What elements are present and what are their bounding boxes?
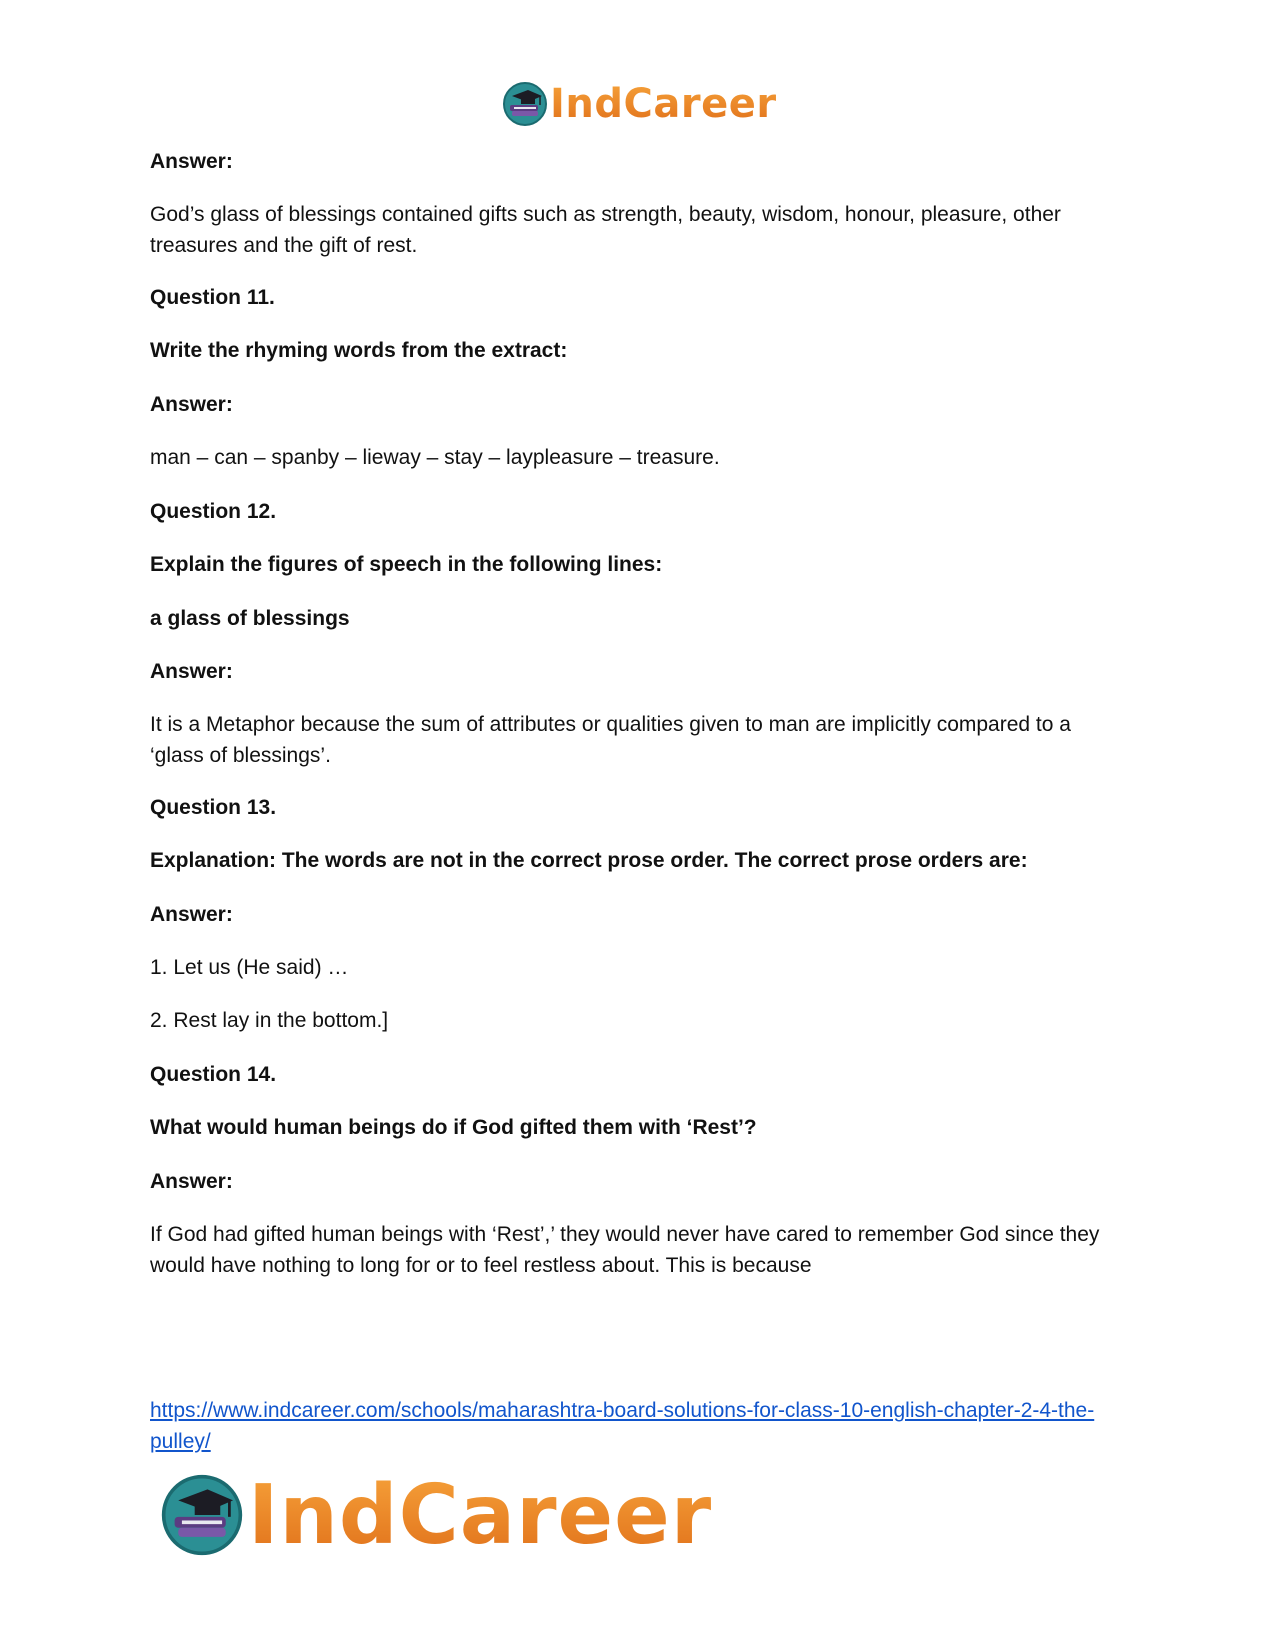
- logo-text: IndCareer: [248, 1467, 713, 1563]
- source-link[interactable]: https://www.indcareer.com/schools/maharashtra-board-solutions-for-class-10-english-chapter-2-4-the-pulley/: [150, 1399, 1095, 1453]
- answer-text: 1. Let us (He said) …: [150, 956, 349, 979]
- answer-text: God’s glass of blessings contained gifts such as strength, beauty, wisdom, honour, pleasure, other treasures and the gift of rest.: [150, 203, 1061, 257]
- answer-label: Answer:: [150, 903, 233, 926]
- answer-text: 2. Rest lay in the bottom.]: [150, 1009, 389, 1032]
- question-text: Write the rhyming words from the extract:: [150, 339, 568, 362]
- answer-label: Answer:: [150, 150, 233, 173]
- question-heading: Question 11.: [150, 286, 275, 309]
- question-text: What would human beings do if God gifted them with ‘Rest’?: [150, 1116, 757, 1139]
- question-text: Explanation: The words are not in the correct prose order. The correct prose orders are:: [150, 849, 1028, 872]
- graduation-book-icon: [160, 1473, 244, 1557]
- logo-text: IndCareer: [550, 81, 777, 127]
- answer-text: It is a Metaphor because the sum of attributes or qualities given to man are implicitly compared to a ‘glass of blessings’.: [150, 713, 1071, 767]
- answer-label: Answer:: [150, 660, 233, 683]
- question-text: a glass of blessings: [150, 607, 350, 630]
- question-heading: Question 12.: [150, 500, 277, 523]
- answer-label: Answer:: [150, 393, 233, 416]
- answer-text: man – can – spanby – lieway – stay – laypleasure – treasure.: [150, 446, 720, 469]
- question-text: Explain the figures of speech in the following lines:: [150, 553, 663, 576]
- answer-label: Answer:: [150, 1170, 233, 1193]
- question-heading: Question 14.: [150, 1063, 277, 1086]
- graduation-book-icon: [502, 81, 548, 127]
- footer-logo: [160, 1467, 713, 1563]
- answer-text: If God had gifted human beings with ‘Rest’,’ they would never have cared to remember God since they would have nothing to long for or to feel restless about. This is because: [150, 1223, 1100, 1277]
- question-heading: Question 13.: [150, 796, 277, 819]
- header-logo: [502, 80, 777, 128]
